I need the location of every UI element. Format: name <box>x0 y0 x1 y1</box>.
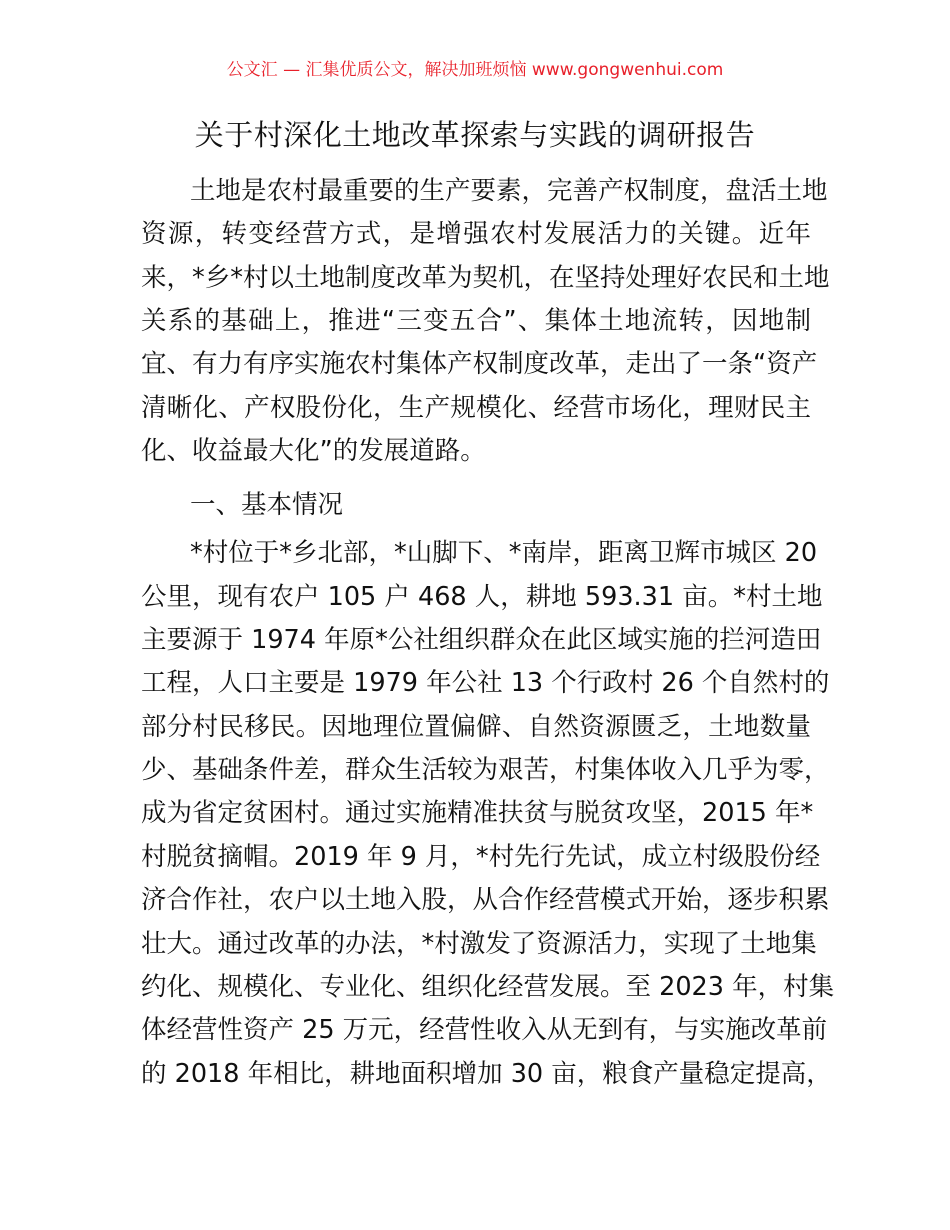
paragraph-line: 少、基础条件差，群众生活较为艰苦，村集体收入几乎为零， <box>141 755 830 785</box>
paragraph-line: 化、收益最大化”的发展道路。 <box>141 436 486 466</box>
document-title: 关于村深化土地改革探索与实践的调研报告 <box>194 118 756 152</box>
paragraph-line: 壮大。通过改革的办法，*村激发了资源活力，实现了土地集 <box>141 929 817 959</box>
paragraph-line: 主要源于 1974 年原*公社组织群众在此区域实施的拦河造田 <box>141 625 822 655</box>
paragraph-line: 约化、规模化、专业化、组织化经营发展。至 2023 年，村集 <box>141 972 835 1002</box>
paragraph-line: 部分村民移民。因地理位置偏僻、自然资源匮乏，土地数量 <box>141 712 811 742</box>
paragraph-line: 工程，人口主要是 1979 年公社 13 个行政村 26 个自然村的 <box>141 668 830 698</box>
paragraph-line: 关系的基础上，推进“三变五合”、集体土地流转，因地制 <box>141 306 811 336</box>
paragraph-line: 村脱贫摘帽。2019 年 9 月，*村先行先试，成立村级股份经 <box>141 842 821 872</box>
paragraph-line: 成为省定贫困村。通过实施精准扶贫与脱贫攻坚，2015 年* <box>141 798 814 828</box>
paragraph-line: 资源，转变经营方式，是增强农村发展活力的关键。近年 <box>141 219 811 249</box>
paragraph-line: 公里，现有农户 105 户 468 人，耕地 593.31 亩。*村土地 <box>141 582 823 612</box>
paragraph-line: 体经营性资产 25 万元，经营性收入从无到有，与实施改革前 <box>141 1015 828 1045</box>
paragraph-line: 来，*乡*村以土地制度改革为契机，在坚持处理好农民和土地 <box>141 263 830 293</box>
section-heading: 一、基本情况 <box>190 490 344 520</box>
paragraph-line: 土地是农村最重要的生产要素，完善产权制度，盘活土地 <box>190 176 828 206</box>
paragraph-line: 济合作社，农户以土地入股，从合作经营模式开始，逐步积累 <box>141 885 830 915</box>
site-banner: 公文汇 — 汇集优质公文，解决加班烦恼 www.gongwenhui.com <box>226 60 724 80</box>
paragraph-line: 宜、有力有序实施农村集体产权制度改革，走出了一条“资产 <box>141 349 818 379</box>
paragraph-line: 清晰化、产权股份化，生产规模化、经营市场化，理财民主 <box>141 393 811 423</box>
paragraph-line: 的 2018 年相比，耕地面积增加 30 亩，粮食产量稳定提高， <box>141 1059 832 1089</box>
paragraph-line: *村位于*乡北部，*山脚下、*南岸，距离卫辉市城区 20 <box>190 538 818 568</box>
